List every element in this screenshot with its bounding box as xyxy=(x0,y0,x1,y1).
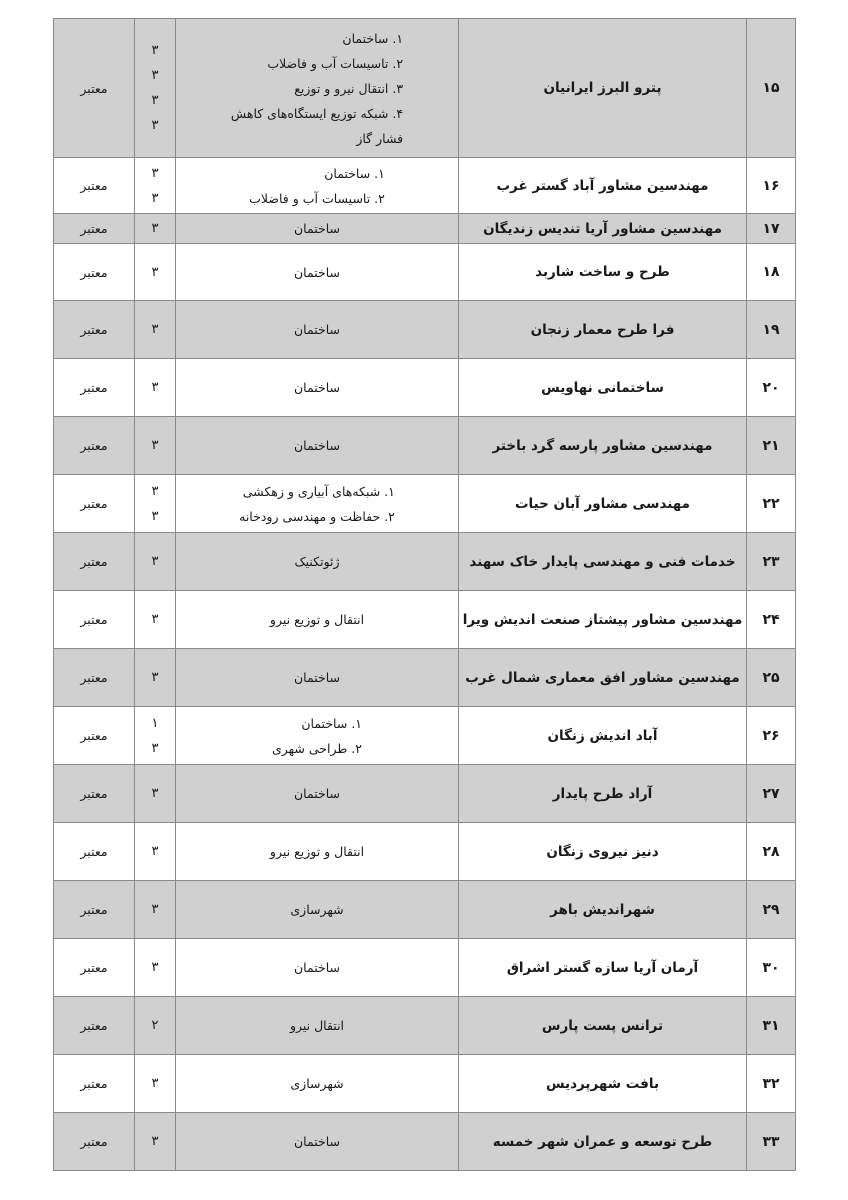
table-row xyxy=(54,591,796,649)
row-number: ۲۳ xyxy=(747,533,796,591)
company-name: مهندسین مشاور افق معماری شمال غرب xyxy=(459,649,747,707)
specialty-item: ۲. حفاظت و مهندسی رودخانه xyxy=(239,508,395,524)
row-number: ۲۰ xyxy=(747,359,796,417)
specialty-list xyxy=(176,375,458,400)
grade xyxy=(135,1055,176,1113)
specialty-item: انتقال نیرو xyxy=(289,1018,345,1033)
row-number: ۳۲ xyxy=(747,1055,796,1113)
company-name: شهراندیش باهر xyxy=(459,881,747,939)
grade xyxy=(135,1113,176,1171)
grade-item: ۲ xyxy=(151,1018,159,1033)
grade-item: ۳ xyxy=(151,190,159,206)
specialty-item: ساختمان xyxy=(294,960,340,975)
specialty-field xyxy=(176,533,459,591)
table-row xyxy=(54,1055,796,1113)
specialty-list xyxy=(176,317,458,342)
grade xyxy=(135,417,176,475)
specialty-list xyxy=(176,216,458,241)
specialty-item: ۱. ساختمان xyxy=(342,30,404,46)
validity-status: معتبر xyxy=(54,1055,135,1113)
company-name: مهندسین مشاور پیشتاز صنعت اندیش ویرا xyxy=(459,591,747,649)
validity-status: معتبر xyxy=(54,765,135,823)
specialty-field xyxy=(176,707,459,765)
grade-item: ۳ xyxy=(151,508,159,524)
specialty-item: شهرسازی xyxy=(290,1076,344,1091)
company-name: مهندسین مشاور پارسه گرد باختر xyxy=(459,417,747,475)
grade-item: ۳ xyxy=(151,380,159,395)
grade-item: ۳ xyxy=(151,43,159,58)
row-number: ۲۸ xyxy=(747,823,796,881)
consultants-table xyxy=(53,18,796,1171)
specialty-list xyxy=(272,711,362,761)
validity-status: معتبر xyxy=(54,158,135,214)
specialty-list xyxy=(176,781,458,806)
table-row xyxy=(54,707,796,765)
validity-status: معتبر xyxy=(54,707,135,765)
specialty-item: ساختمان xyxy=(294,438,340,453)
company-name: مهندسین مشاور آباد گستر غرب xyxy=(459,158,747,214)
table-row xyxy=(54,244,796,301)
specialty-field xyxy=(176,997,459,1055)
grade-item: ۳ xyxy=(151,740,159,756)
row-number: ۱۹ xyxy=(747,301,796,359)
grade-item: ۳ xyxy=(151,68,159,83)
company-name: خدمات فنی و مهندسی پایدار خاک سهند xyxy=(459,533,747,591)
specialty-item: ساختمان xyxy=(294,221,340,236)
grade xyxy=(135,765,176,823)
row-number: ۲۱ xyxy=(747,417,796,475)
row-number: ۱۸ xyxy=(747,244,796,301)
table-row xyxy=(54,301,796,359)
company-name: ساختمانی نهاویس xyxy=(459,359,747,417)
company-name: پترو البرز ایرانیان xyxy=(459,19,747,158)
specialty-item: ۳. انتقال نیرو و توزیع xyxy=(294,80,404,96)
company-name: آباد اندیش زنگان xyxy=(459,707,747,765)
company-name: مهندسی مشاور آبان حیات xyxy=(459,475,747,533)
specialty-field xyxy=(176,475,459,533)
specialty-list xyxy=(249,161,385,211)
grade xyxy=(135,533,176,591)
specialty-item: ۴. شبکه توزیع ایستگاه‌های کاهش xyxy=(230,105,404,121)
specialty-item: شهرسازی xyxy=(290,902,344,917)
specialty-item: ساختمان xyxy=(294,786,340,801)
validity-status: معتبر xyxy=(54,881,135,939)
validity-status: معتبر xyxy=(54,301,135,359)
grade xyxy=(135,707,176,765)
grade-item: ۳ xyxy=(151,93,159,108)
specialty-list xyxy=(176,433,458,458)
validity-status: معتبر xyxy=(54,533,135,591)
specialty-item: ساختمان xyxy=(294,322,340,337)
specialty-field xyxy=(176,1055,459,1113)
grade-item: ۳ xyxy=(151,670,159,685)
specialty-field xyxy=(176,417,459,475)
specialty-list xyxy=(176,839,458,864)
company-name: بافت شهرپردیس xyxy=(459,1055,747,1113)
company-name: آراد طرح پایدار xyxy=(459,765,747,823)
specialty-item: انتقال و توزیع نیرو xyxy=(269,844,365,859)
table-row xyxy=(54,1113,796,1171)
specialty-list xyxy=(176,607,458,632)
table-row xyxy=(54,533,796,591)
row-number: ۳۰ xyxy=(747,939,796,997)
specialty-item: ساختمان xyxy=(294,670,340,685)
row-number: ۱۶ xyxy=(747,158,796,214)
grade-item: ۳ xyxy=(151,483,159,499)
specialty-list xyxy=(239,479,395,529)
specialty-item: ۲. تاسیسات آب و فاضلاب xyxy=(267,55,404,71)
grade xyxy=(135,301,176,359)
specialty-field xyxy=(176,158,459,214)
row-number: ۲۴ xyxy=(747,591,796,649)
specialty-item: ژئوتکنیک xyxy=(294,554,340,569)
grade-item: ۳ xyxy=(151,1076,159,1091)
validity-status: معتبر xyxy=(54,475,135,533)
table-body xyxy=(54,19,796,1171)
grade-item: ۳ xyxy=(151,844,159,859)
table-row xyxy=(54,881,796,939)
grade xyxy=(135,939,176,997)
table-row xyxy=(54,158,796,214)
grade-item: ۳ xyxy=(151,1134,159,1149)
table-row xyxy=(54,475,796,533)
grade-item: ۳ xyxy=(151,438,159,453)
row-number: ۲۶ xyxy=(747,707,796,765)
table-row xyxy=(54,765,796,823)
specialty-item: ۲. طراحی شهری xyxy=(271,740,363,756)
grade xyxy=(135,475,176,533)
table-row xyxy=(54,823,796,881)
specialty-field xyxy=(176,359,459,417)
row-number: ۲۵ xyxy=(747,649,796,707)
row-number: ۲۹ xyxy=(747,881,796,939)
specialty-field xyxy=(176,765,459,823)
grade-item: ۳ xyxy=(151,902,159,917)
validity-status: معتبر xyxy=(54,244,135,301)
specialty-list xyxy=(176,549,458,574)
grade-item: ۳ xyxy=(151,165,159,181)
company-name: ترانس پست پارس xyxy=(459,997,747,1055)
company-name: مهندسین مشاور آریا تندیس زندیگان xyxy=(459,214,747,244)
table-row xyxy=(54,359,796,417)
specialty-item: فشار گاز xyxy=(356,130,404,146)
company-name: آرمان آریا سازه گستر اشراق xyxy=(459,939,747,997)
grade xyxy=(135,158,176,214)
row-number: ۳۱ xyxy=(747,997,796,1055)
validity-status: معتبر xyxy=(54,214,135,244)
validity-status: معتبر xyxy=(54,359,135,417)
row-number: ۱۵ xyxy=(747,19,796,158)
grade xyxy=(135,823,176,881)
specialty-item: ساختمان xyxy=(294,264,340,280)
specialty-list xyxy=(176,665,458,690)
company-name: طرح و ساخت شاربد xyxy=(459,244,747,301)
specialty-item: ساختمان xyxy=(294,380,340,395)
table-row xyxy=(54,997,796,1055)
specialty-list xyxy=(176,1071,458,1096)
validity-status: معتبر xyxy=(54,997,135,1055)
grade xyxy=(135,591,176,649)
row-number: ۲۲ xyxy=(747,475,796,533)
grade xyxy=(135,19,176,158)
table-row xyxy=(54,214,796,244)
table-row xyxy=(54,649,796,707)
grade xyxy=(135,881,176,939)
specialty-field xyxy=(176,1113,459,1171)
specialty-field xyxy=(176,939,459,997)
grade-item: ۳ xyxy=(151,786,159,801)
validity-status: معتبر xyxy=(54,417,135,475)
specialty-field xyxy=(176,649,459,707)
row-number: ۱۷ xyxy=(747,214,796,244)
grade xyxy=(135,214,176,244)
validity-status: معتبر xyxy=(54,591,135,649)
specialty-item: ساختمان xyxy=(294,1134,340,1149)
table-row xyxy=(54,939,796,997)
company-name: فرا طرح معمار زنجان xyxy=(459,301,747,359)
validity-status: معتبر xyxy=(54,19,135,158)
company-name: دنیز نیروی زنگان xyxy=(459,823,747,881)
specialty-list xyxy=(231,26,403,151)
row-number: ۲۷ xyxy=(747,765,796,823)
grade xyxy=(135,997,176,1055)
validity-status: معتبر xyxy=(54,1113,135,1171)
specialty-item: ۱. ساختمان xyxy=(324,165,385,181)
grade-item: ۳ xyxy=(151,612,159,627)
company-name: طرح توسعه و عمران شهر خمسه xyxy=(459,1113,747,1171)
grade-item: ۱ xyxy=(151,715,159,731)
grade xyxy=(135,649,176,707)
grade-item: ۳ xyxy=(151,554,159,569)
specialty-item: ۲. تاسیسات آب و فاضلاب xyxy=(249,190,385,206)
specialty-list xyxy=(176,1129,458,1154)
grade-item: ۳ xyxy=(151,960,159,975)
specialty-field xyxy=(176,823,459,881)
grade-item: ۳ xyxy=(151,221,159,236)
specialty-field xyxy=(176,591,459,649)
grade xyxy=(135,244,176,301)
specialty-list xyxy=(176,897,458,922)
specialty-field xyxy=(176,881,459,939)
row-number: ۳۳ xyxy=(747,1113,796,1171)
validity-status: معتبر xyxy=(54,823,135,881)
specialty-field xyxy=(176,19,459,158)
specialty-list xyxy=(176,260,458,285)
specialty-list xyxy=(176,1013,458,1038)
specialty-field xyxy=(176,244,459,301)
grade-item: ۳ xyxy=(151,118,159,133)
validity-status: معتبر xyxy=(54,649,135,707)
grade xyxy=(135,359,176,417)
table-row xyxy=(54,19,796,158)
specialty-item: انتقال و توزیع نیرو xyxy=(269,612,365,627)
specialty-field xyxy=(176,301,459,359)
specialty-field xyxy=(176,214,459,244)
specialty-item: ۱. ساختمان xyxy=(301,715,363,731)
grade-item: ۳ xyxy=(151,322,159,337)
grade-item: ۳ xyxy=(151,264,159,280)
table-row xyxy=(54,417,796,475)
specialty-list xyxy=(176,955,458,980)
specialty-item: ۱. شبکه‌های آبیاری و زهکشی xyxy=(242,483,395,499)
validity-status: معتبر xyxy=(54,939,135,997)
